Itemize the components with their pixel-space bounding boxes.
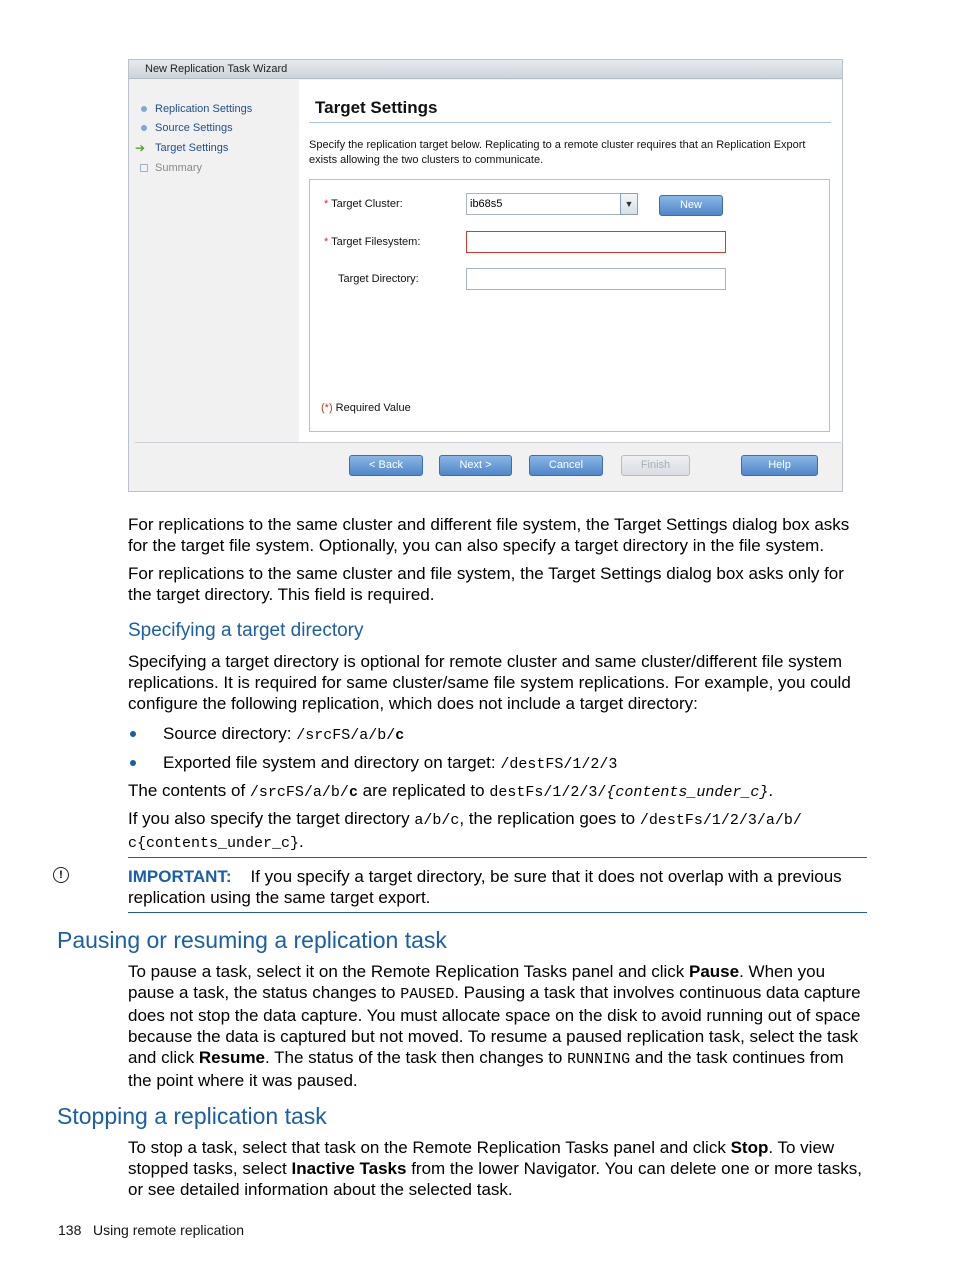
page-number: 138 bbox=[58, 1222, 82, 1238]
subheading-specifying-target-directory: Specifying a target directory bbox=[128, 620, 364, 641]
heading-pausing-resuming: Pausing or resuming a replication task bbox=[57, 927, 447, 953]
bullet-icon bbox=[130, 731, 136, 737]
paragraph-target-directory-optional: Specifying a target directory is optional for remote cluster and same cluster/different file system replications. It is required for same cluster/same file system replications. For example, you could configure the following replication, which does not include a target directory: bbox=[128, 652, 851, 713]
next-button[interactable]: Next > bbox=[439, 455, 512, 476]
target-settings-form bbox=[309, 179, 830, 432]
target-directory-input[interactable] bbox=[466, 268, 726, 290]
required-asterisk: * bbox=[324, 198, 329, 210]
current-step-arrow-icon: ➔ bbox=[135, 141, 146, 155]
paragraph-also-specify-target: If you also specify the target directory a/b/c, the replication goes to /destFs/1/2/3/a/b/ c{contents_under_c}. bbox=[128, 809, 802, 852]
nav-step-target-settings[interactable]: ➔ Target Settings bbox=[135, 141, 229, 155]
paragraph-same-cluster-same-fs: For replications to the same cluster and file system, the Target Settings dialog box asks only for the target directory. This field is required. bbox=[128, 564, 844, 604]
chevron-down-icon[interactable]: ▼ bbox=[620, 193, 638, 215]
nav-step-source-settings[interactable]: Source Settings bbox=[155, 121, 233, 135]
nav-step-replication-settings[interactable]: Replication Settings bbox=[155, 102, 252, 116]
required-value-note: (*) Required Value bbox=[321, 402, 411, 414]
required-asterisk: * bbox=[324, 236, 329, 248]
wizard-title-bar: New Replication Task Wizard bbox=[129, 60, 842, 79]
paragraph-same-cluster-different-fs: For replications to the same cluster and different file system, the Target Settings dialog box asks for the target file system. Optionally, you can also specify a target directory in the file system. bbox=[128, 515, 850, 555]
important-top-rule bbox=[128, 857, 867, 858]
step-bullet-icon bbox=[141, 106, 147, 112]
target-directory-label: Target Directory: bbox=[338, 273, 419, 285]
page-footer bbox=[58, 1222, 244, 1238]
footer-section-title: Using remote replication bbox=[93, 1222, 244, 1238]
new-cluster-button[interactable]: New bbox=[659, 195, 723, 216]
nav-step-summary: Summary bbox=[155, 161, 202, 175]
target-filesystem-label: * Target Filesystem: bbox=[324, 236, 421, 248]
wizard-step-nav bbox=[129, 80, 299, 443]
paragraph-contents-replicated: The contents of /srcFS/a/b/c are replicated to destFs/1/2/3/{contents_under_c}. bbox=[128, 781, 774, 801]
cancel-button[interactable]: Cancel bbox=[529, 455, 603, 476]
target-cluster-label: * Target Cluster: bbox=[324, 198, 403, 210]
paragraph-pause-task: To pause a task, select it on the Remote Replication Tasks panel and click Pause. When you pause a task, the status changes to PAUSED. Pausing a task that involves continuous data capture does not stop the data capture. You must allocate space on the disk to avoid running out of space because the data is captured but not moved. To resume a paused replication task, select the task and click Resume. The status of the task then changes to RUNNING and the task continues from the point where it was paused. bbox=[128, 962, 861, 1090]
wizard-description: Specify the replication target below. Replicating to a remote cluster requires that an Replication Export exists allowing the two clusters to communicate. bbox=[309, 139, 806, 166]
important-label: IMPORTANT: bbox=[128, 867, 232, 886]
target-filesystem-input[interactable] bbox=[466, 231, 726, 253]
heading-divider bbox=[309, 122, 831, 123]
heading-stopping: Stopping a replication task bbox=[57, 1103, 327, 1129]
paragraph-stop-task: To stop a task, select that task on the Remote Replication Tasks panel and click Stop. To view stopped tasks, select Inactive Tasks from the lower Navigator. You can delete one or more tasks, or see detailed information about the selected task. bbox=[128, 1138, 862, 1199]
replication-wizard-screenshot bbox=[128, 59, 843, 492]
back-button[interactable]: < Back bbox=[349, 455, 423, 476]
target-cluster-select[interactable]: ib68s5 ▼ bbox=[466, 193, 638, 215]
footer-divider bbox=[135, 442, 841, 443]
list-item-exported-filesystem: Exported file system and directory on target: /destFS/1/2/3 bbox=[163, 753, 618, 773]
important-icon: ! bbox=[53, 867, 69, 883]
bullet-icon bbox=[130, 760, 136, 766]
step-bullet-icon bbox=[141, 125, 147, 131]
finish-button: Finish bbox=[621, 455, 690, 476]
step-box-icon bbox=[140, 164, 148, 172]
important-bottom-rule bbox=[128, 912, 867, 913]
important-note: IMPORTANT: If you specify a target directory, be sure that it does not overlap with a previous replication using the same target export. bbox=[128, 867, 842, 907]
wizard-heading: Target Settings bbox=[315, 98, 438, 117]
help-button[interactable]: Help bbox=[741, 455, 818, 476]
list-item-source-directory: Source directory: /srcFS/a/b/c bbox=[163, 724, 405, 744]
wizard-content-panel bbox=[299, 80, 842, 443]
